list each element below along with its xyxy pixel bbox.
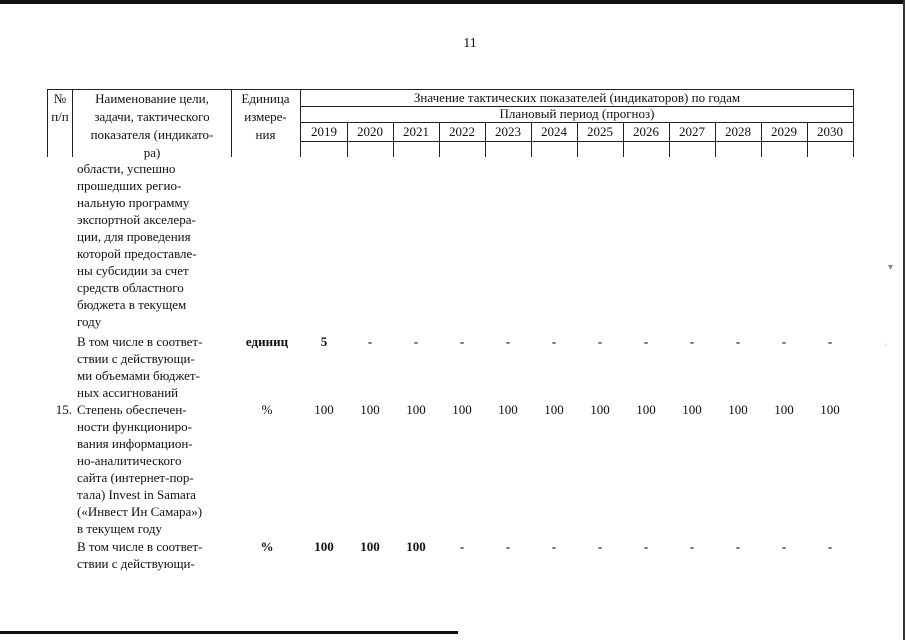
row-value: - [413,334,419,349]
row-value: 100 [360,539,380,554]
header-values-title: Значение тактических показателей (индикаторов) по годам [413,90,741,105]
row-description: Степень обеспечен- ности функциониро- вания информацион- но-аналитического сайта (интернет-пор- тала) Invest in Samara («Инвест Ин Самара») в текущем году [77,402,203,536]
year-2022: 2022 [449,124,475,139]
row-value: 100 [590,402,610,417]
header-name: Наименование цели, задачи, тактического показателя (индикато- ра) [90,91,214,160]
row-value: - [367,334,373,349]
row-value: 100 [636,402,656,417]
year-2024: 2024 [541,124,567,139]
row-value: 5 [320,334,328,349]
scan-speck: ▾ [888,262,894,273]
row-number: 15. [55,402,72,417]
row-value: 100 [728,402,748,417]
year-2027: 2027 [679,124,705,139]
row-value: 100 [544,402,564,417]
row-value: 100 [406,402,426,417]
row-value: 100 [820,402,840,417]
row-description: области, успешно прошедших регио- нальную программу экспортной акселера- ции, для проведения которой предоставле- ны субсидии за счет средств областного бюджета в текущем году [77,161,197,329]
row-value: 100 [498,402,518,417]
row-unit: единиц [245,334,289,349]
scan-speck: ˒ [884,338,888,349]
row-value: - [597,539,603,554]
row-value: - [643,334,649,349]
row-value: 100 [452,402,472,417]
year-2019: 2019 [311,124,337,139]
year-2023: 2023 [495,124,521,139]
row-value: - [735,334,741,349]
row-value: - [459,334,465,349]
row-value: 100 [682,402,702,417]
row-unit: % [261,402,273,417]
row-description: В том числе в соответ- ствии с действующи- ми объемами бюджет- ных ассигнований [77,334,203,400]
row-value: - [689,539,695,554]
row-value: - [459,539,465,554]
row-value: - [643,539,649,554]
row-value: 100 [406,539,426,554]
header-unit: Единица измере- ния [241,91,290,142]
year-2020: 2020 [357,124,383,139]
row-value: - [597,334,603,349]
row-value: - [827,539,833,554]
row-value: - [689,334,695,349]
year-2030: 2030 [817,124,843,139]
year-2025: 2025 [587,124,613,139]
row-value: - [781,539,787,554]
row-value: 100 [774,402,794,417]
row-value: - [781,334,787,349]
row-value: 100 [314,539,334,554]
year-2021: 2021 [403,124,429,139]
row-value: 100 [314,402,334,417]
row-value: - [827,334,833,349]
row-value: - [551,539,557,554]
row-unit: % [260,539,274,554]
year-2028: 2028 [725,124,751,139]
row-value: 100 [360,402,380,417]
row-value: - [505,539,511,554]
page-number: 11 [463,36,477,51]
row-description: В том числе в соответ- ствии с действующи- [77,539,203,571]
year-2029: 2029 [771,124,797,139]
header-plan-title: Плановый период (прогноз) [499,106,655,121]
row-value: - [735,539,741,554]
year-2026: 2026 [633,124,659,139]
row-value: - [551,334,557,349]
header-num: № п/п [51,91,69,124]
row-value: - [505,334,511,349]
